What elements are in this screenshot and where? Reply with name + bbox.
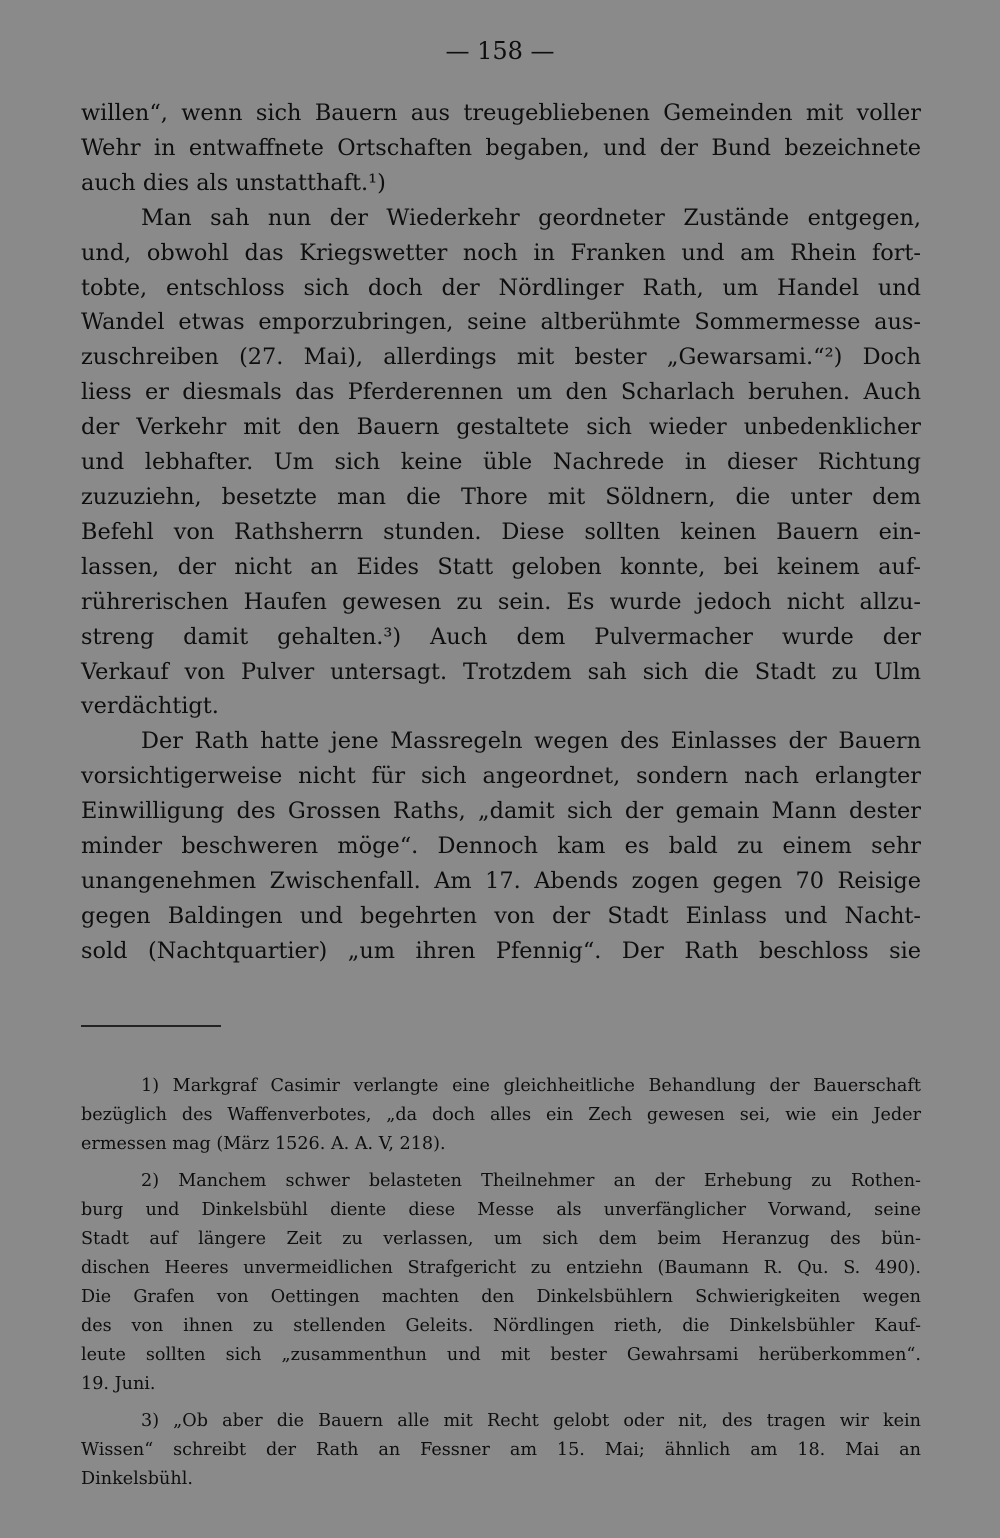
footnote-line: ermessen mag (März 1526. A. A. V, 218). xyxy=(81,1134,446,1154)
footnote-line: bezüglich des Waffenverbotes, „da doch alles ein Zech gewesen sei, wie ein Jeder xyxy=(81,1105,921,1125)
footnote-line: burg und Dinkelsbühl diente diese Messe als unverfänglicher Vorwand, seine xyxy=(81,1200,921,1220)
text-line: unangenehmen Zwischenfall. Am 17. Abends zogen gegen 70 Reisige xyxy=(81,867,921,894)
text-line: willen“, wenn sich Bauern aus treugebliebenen Gemeinden mit voller xyxy=(81,100,921,126)
text-line: der Verkehr mit den Bauern gestaltete sich wieder unbedenklicher xyxy=(81,414,921,441)
text-line: tobte, entschloss sich doch der Nördlinger Rath, um Handel und xyxy=(81,274,921,301)
text-line: Wehr in entwaffnete Ortschaften begaben, und der Bund bezeichnete xyxy=(81,134,921,161)
footnotes xyxy=(81,1072,921,1494)
footnote-line: des von ihnen zu stellenden Geleits. Nördlingen rieth, die Dinkelsbühler Kauf- xyxy=(81,1316,921,1336)
text-line: sold (Nachtquartier) „um ihren Pfennig“. Der Rath beschloss sie xyxy=(81,937,921,964)
footnote-separator xyxy=(81,1025,221,1027)
footnote-1 xyxy=(81,1072,921,1159)
text-line: liess er diesmals das Pferderennen um den Scharlach beruhen. Auch xyxy=(81,379,921,406)
text-line: verdächtigt. xyxy=(81,693,219,720)
text-line: gegen Baldingen und begehrten von der Stadt Einlass und Nacht- xyxy=(81,902,921,929)
text-line: Einwilligung des Grossen Raths, „damit sich der gemain Mann dester xyxy=(81,798,921,825)
footnote-line: 3) „Ob aber die Bauern alle mit Recht gelobt oder nit, des tragen wir kein xyxy=(141,1411,921,1431)
text-line: vorsichtigerweise nicht für sich angeordnet, sondern nach erlangter xyxy=(81,763,921,790)
paragraph-2 xyxy=(81,201,921,725)
footnote-line: leute sollten sich „zusammenthun und mit bester Gewahrsami herüberkommen“. xyxy=(81,1345,921,1365)
text-line: zuzuziehn, besetzte man die Thore mit Söldnern, die unter dem xyxy=(81,483,921,510)
footnote-line: 19. Juni. xyxy=(81,1374,156,1394)
text-line: und, obwohl das Kriegswetter noch in Franken und am Rhein fort- xyxy=(81,239,921,266)
text-line: und lebhafter. Um sich keine üble Nachrede in dieser Richtung xyxy=(81,449,921,476)
footnote-line: Stadt auf längere Zeit zu verlassen, um sich dem beim Heranzug des bün- xyxy=(81,1229,921,1249)
page-number: — 158 — xyxy=(445,37,555,65)
paragraph-3 xyxy=(81,724,921,968)
footnote-line: Die Grafen von Oettingen machten den Dinkelsbühlern Schwierigkeiten wegen xyxy=(81,1287,921,1307)
paragraph-1 xyxy=(81,96,921,201)
footnote-line: 2) Manchem schwer belasteten Theilnehmer an der Erhebung zu Rothen- xyxy=(141,1171,921,1191)
footnote-line: Dinkelsbühl. xyxy=(81,1469,193,1489)
text-line: lassen, der nicht an Eides Statt geloben konnte, bei keinem auf- xyxy=(81,553,921,580)
text-line: Verkauf von Pulver untersagt. Trotzdem sah sich die Stadt zu Ulm xyxy=(81,658,921,685)
text-line: zuschreiben (27. Mai), allerdings mit bester „Gewarsami.“²) Doch xyxy=(81,344,921,371)
footnote-3 xyxy=(81,1407,921,1494)
footnote-line: dischen Heeres unvermeidlichen Strafgericht zu entziehn (Baumann R. Qu. S. 490). xyxy=(81,1258,921,1278)
text-line: rührerischen Haufen gewesen zu sein. Es wurde jedoch nicht allzu- xyxy=(81,588,921,615)
text-line: Befehl von Rathsherrn stunden. Diese sollten keinen Bauern ein- xyxy=(81,518,921,545)
text-line: auch dies als unstatthaft.¹) xyxy=(81,169,386,196)
text-line: Man sah nun der Wiederkehr geordneter Zustände entgegen, xyxy=(141,204,921,231)
footnote-2 xyxy=(81,1167,921,1399)
footnote-line: Wissen“ schreibt der Rath an Fessner am 15. Mai; ähnlich am 18. Mai an xyxy=(81,1440,921,1460)
text-line: Der Rath hatte jene Massregeln wegen des Einlasses der Bauern xyxy=(141,728,921,755)
main-text xyxy=(81,96,921,969)
text-line: streng damit gehalten.³) Auch dem Pulvermacher wurde der xyxy=(81,623,921,650)
footnote-line: 1) Markgraf Casimir verlangte eine gleichheitliche Behandlung der Bauerschaft xyxy=(141,1076,921,1096)
text-line: Wandel etwas emporzubringen, seine altberühmte Sommermesse aus- xyxy=(81,309,921,336)
text-line: minder beschweren möge“. Dennoch kam es bald zu einem sehr xyxy=(81,833,921,860)
